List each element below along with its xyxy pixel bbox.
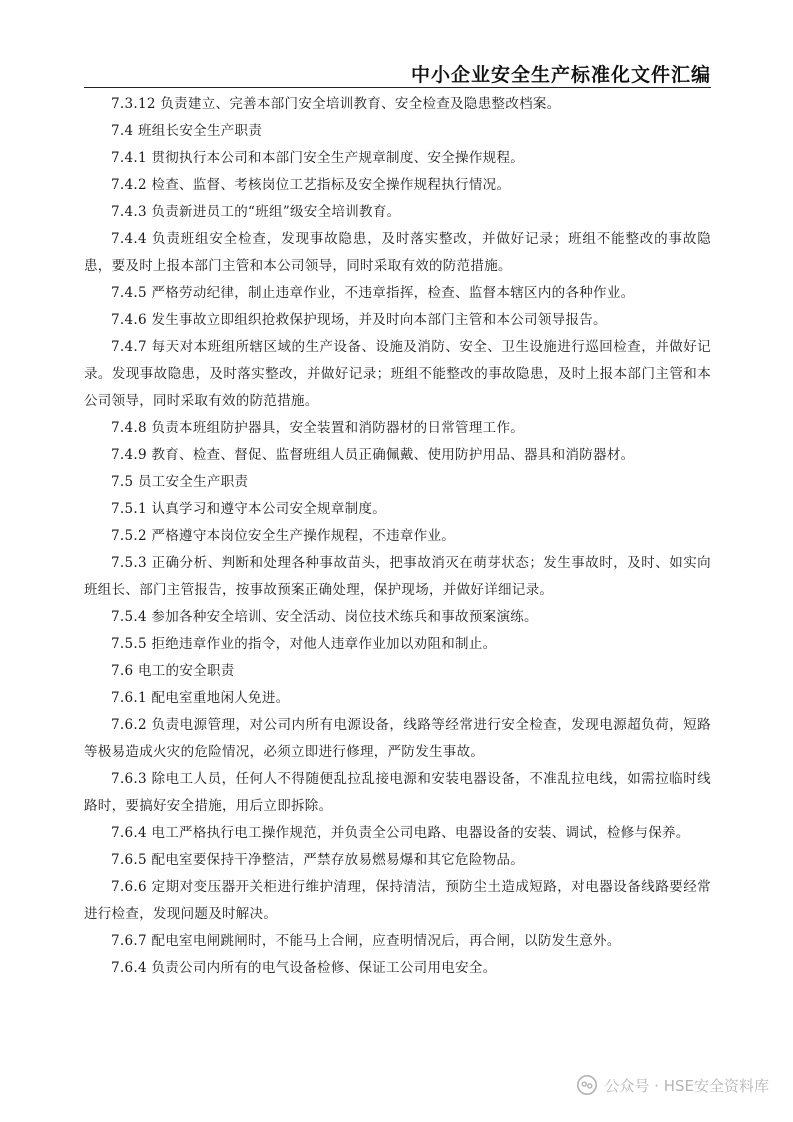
paragraph: 7.5.5 拒绝违章作业的指令，对他人违章作业加以劝阻和制止。 [111, 636, 497, 652]
paragraph: 7.6.3 除电工人员，任何人不得随便乱拉乱接电源和安装电器设备，不准乱拉电线，如需拉临时线路时，要搞好安全措施，用后立即拆除。 [84, 771, 711, 814]
section-heading: 7.4 班组长安全生产职责 [111, 123, 263, 139]
paragraph: 7.4.2 检查、监督、考核岗位工艺指标及安全操作规程执行情况。 [111, 177, 511, 193]
section-heading: 7.6 电工的安全职责 [111, 663, 235, 679]
paragraph: 7.6.5 配电室要保持干净整洁，严禁存放易燃易爆和其它危险物品。 [111, 852, 525, 868]
paragraph: 7.4.7 每天对本班组所辖区域的生产设备、设施及消防、安全、卫生设施进行巡回检查，并做好记录。发现事故隐患，及时落实整改，并做好记录；班组不能整改的事故隐患，及时上报本部门主管和本公司领导，同时采取有效的防范措施。 [84, 339, 711, 409]
paragraph: 7.6.7 配电室电闸跳闸时，不能马上合闸，应查明情况后，再合闸，以防发生意外。 [111, 933, 621, 949]
paragraph: 7.4.6 发生事故立即组织抢救保护现场，并及时向本部门主管和本公司领导报告。 [111, 312, 607, 328]
document-header-title: 中小企业安全生产标准化文件汇编 [410, 64, 711, 86]
watermark-text: 公众号 · HSE安全资料库 [604, 1076, 769, 1095]
paragraph: 7.4.9 教育、检查、督促、监督班组人员正确佩戴、使用防护用品、器具和消防器材。 [111, 447, 635, 463]
paragraph: 7.5.1 认真学习和遵守本公司安全规章制度。 [111, 501, 387, 517]
paragraph: 7.5.4 参加各种安全培训、安全活动、岗位技术练兵和事故预案演练。 [111, 609, 538, 625]
paragraph: 7.4.4 负责班组安全检查，发现事故隐患，及时落实整改，并做好记录；班组不能整改的事故隐患，要及时上报本部门主管和本公司领导，同时采取有效的防范措施。 [84, 231, 711, 274]
paragraph: 7.4.8 负责本班组防护器具，安全装置和消防器材的日常管理工作。 [111, 420, 525, 436]
wechat-official-account-icon [576, 1074, 598, 1096]
paragraph: 7.3.12 负责建立、完善本部门安全培训教育、安全检查及隐患整改档案。 [111, 96, 561, 112]
paragraph: 7.6.2 负责电源管理，对公司内所有电源设备，线路等经常进行安全检查，发现电源超负荷，短路等极易造成火灾的危险情况，必须立即进行修理，严防发生事故。 [84, 717, 711, 760]
paragraph: 7.6.1 配电室重地闲人免进。 [111, 690, 290, 706]
paragraph: 7.4.5 严格劳动纪律，制止违章作业，不违章指挥，检查、监督本辖区内的各种作业。 [111, 285, 635, 301]
paragraph: 7.4.1 贯彻执行本公司和本部门安全生产规章制度、安全操作规程。 [111, 150, 525, 166]
paragraph: 7.6.6 定期对变压器开关柜进行维护清理，保持清洁，预防尘土造成短路，对电器设备线路要经常进行检查，发现问题及时解决。 [84, 879, 711, 922]
paragraph: 7.6.4 电工严格执行电工操作规范，并负责全公司电路、电器设备的安装、调试，检修与保养。 [111, 825, 690, 841]
header-divider [84, 87, 711, 88]
watermark [576, 1074, 769, 1096]
paragraph: 7.6.4 负责公司内所有的电气设备检修、保证工公司用电安全。 [111, 960, 497, 976]
paragraph: 7.4.3 负责新进员工的“班组”级安全培训教育。 [111, 204, 401, 220]
document-body [84, 91, 711, 982]
paragraph: 7.5.3 正确分析、判断和处理各种事故苗头，把事故消灭在萌芽状态；发生事故时，及时、如实向班组长、部门主管报告，按事故预案正确处理，保护现场，并做好详细记录。 [84, 555, 711, 598]
paragraph: 7.5.2 严格遵守本岗位安全生产操作规程，不违章作业。 [111, 528, 456, 544]
section-heading: 7.5 员工安全生产职责 [111, 474, 249, 490]
